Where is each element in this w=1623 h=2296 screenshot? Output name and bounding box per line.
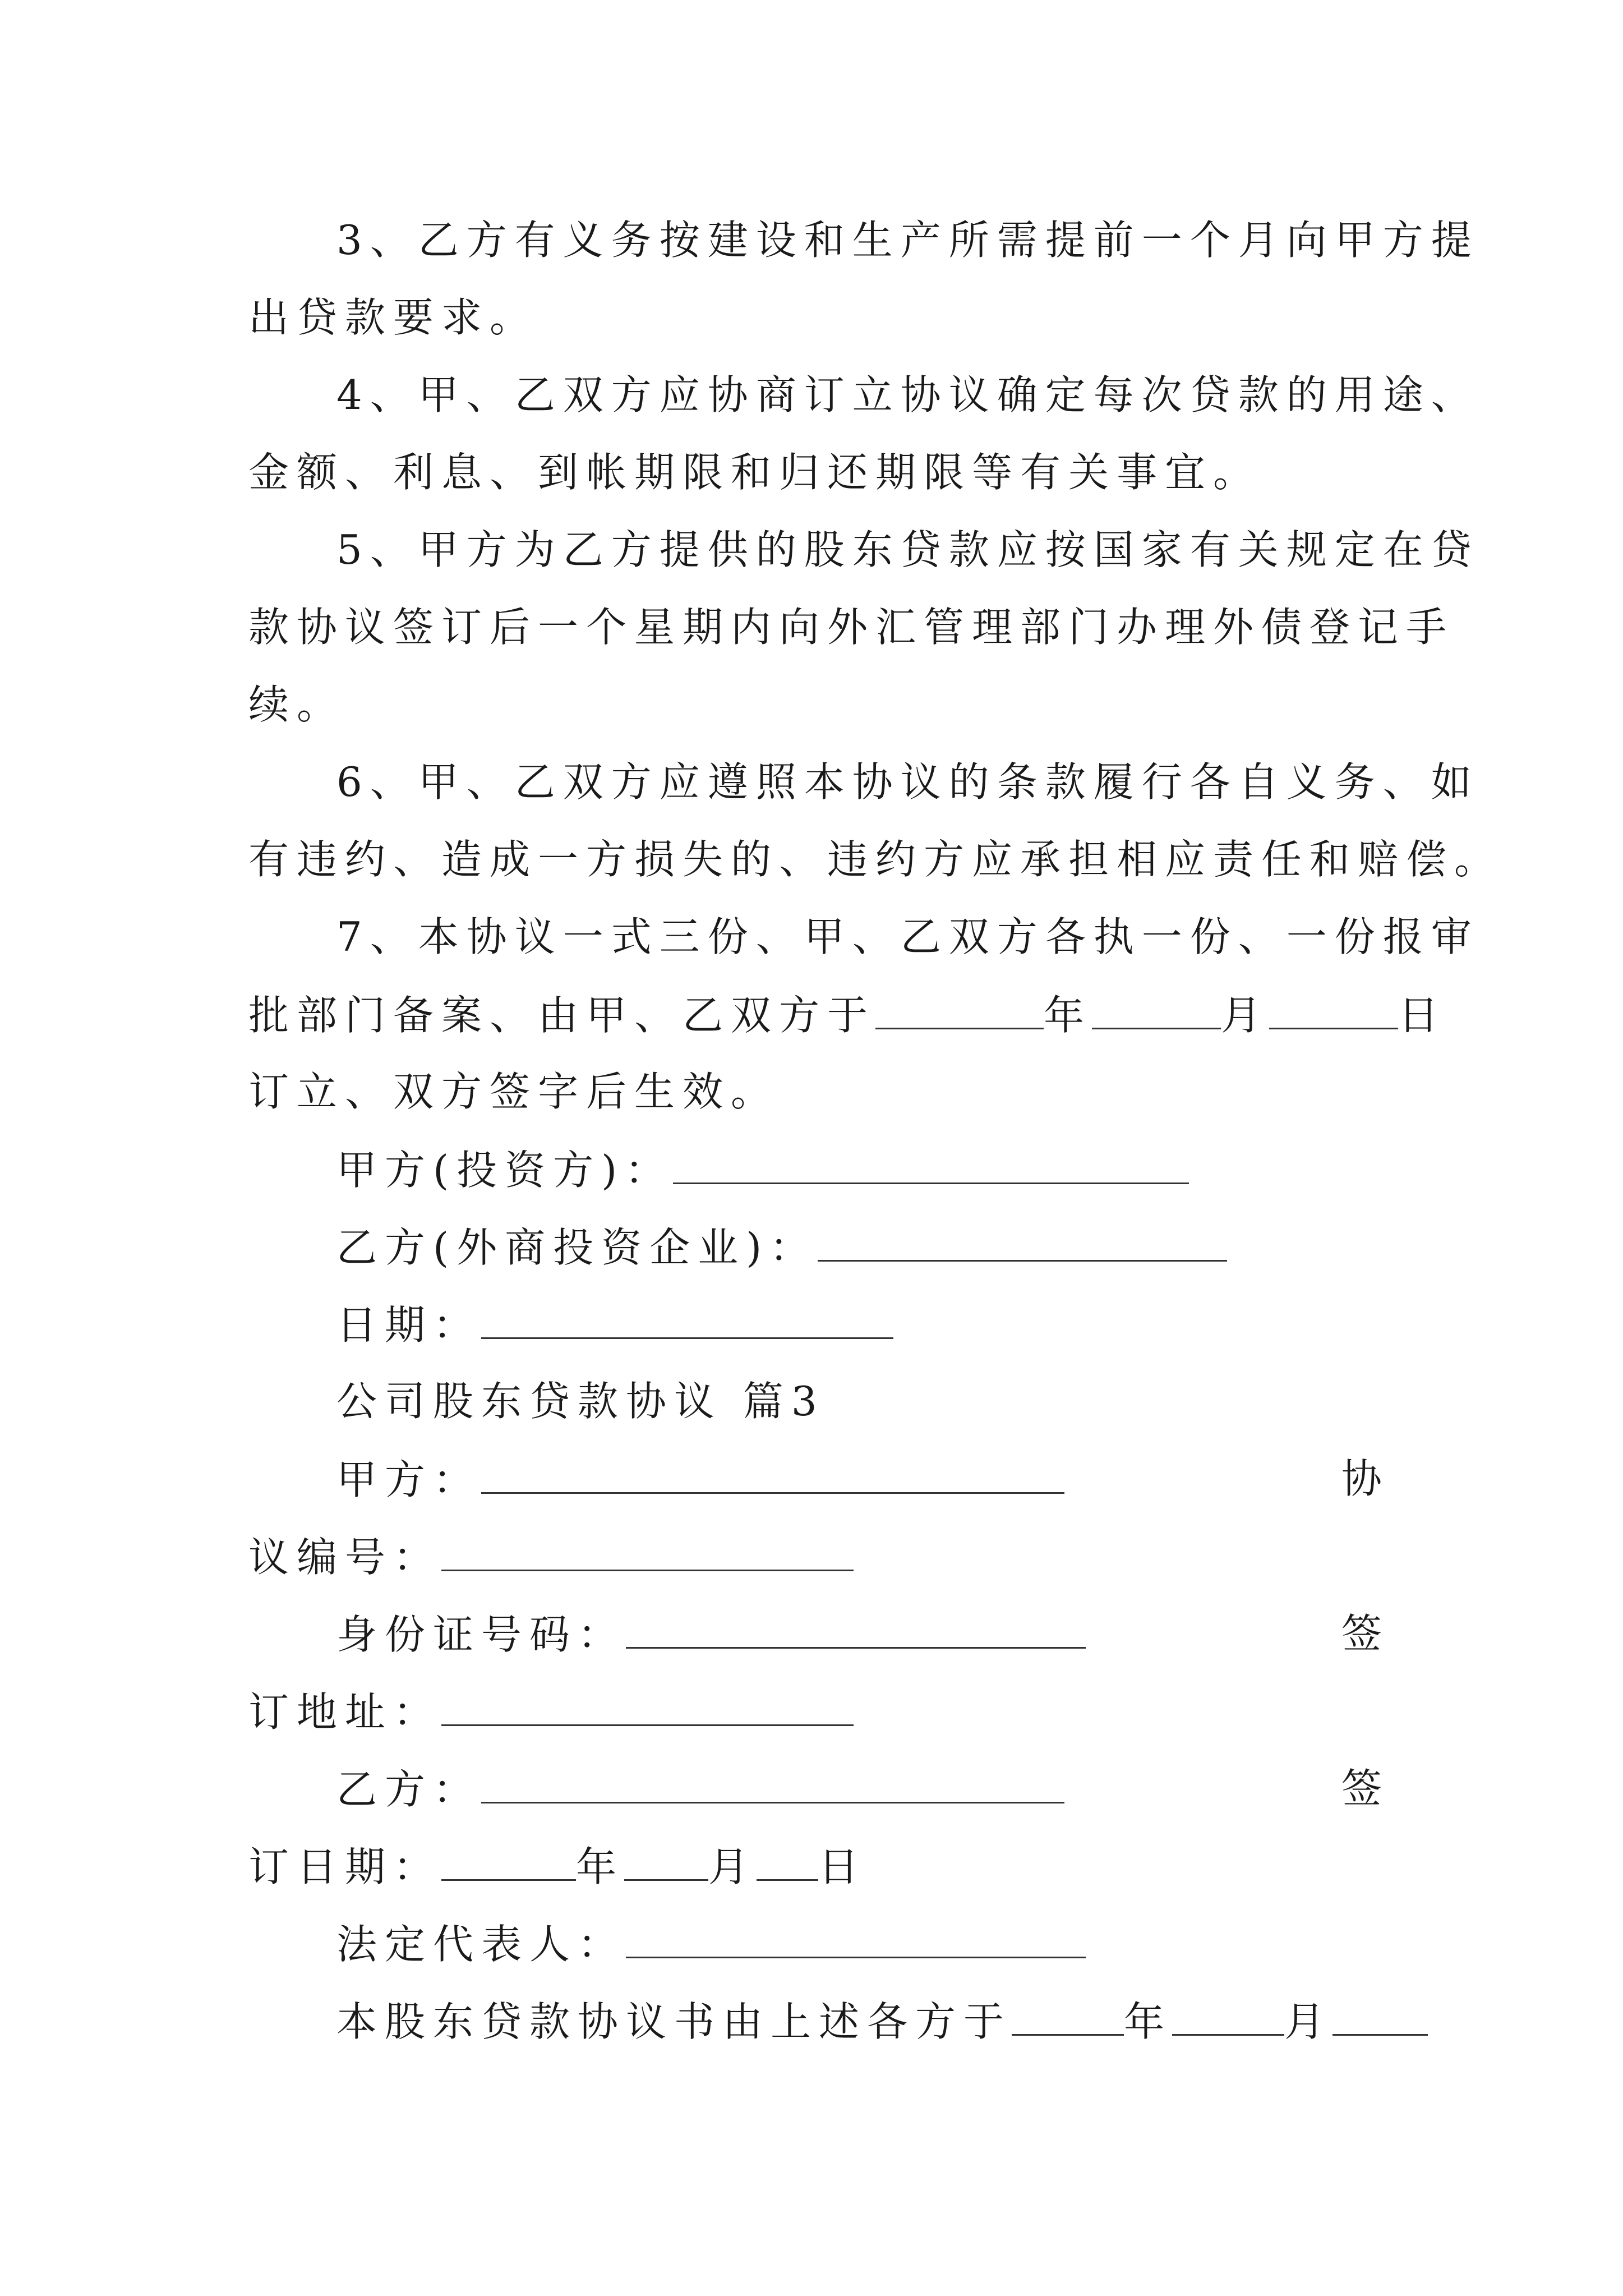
sign-day-blank[interactable]: [757, 1846, 818, 1881]
month-label: 月: [1221, 992, 1270, 1039]
clause-6-line-2: 有违约、造成一方损失的、违约方应承担相应责任和赔偿。: [248, 836, 1503, 883]
clause-3-line-2: 出贷款要求。: [248, 294, 538, 341]
year-label: 年: [1044, 992, 1092, 1039]
agreement-no-row: [248, 1534, 854, 1581]
id-number-row: [336, 1611, 1086, 1658]
sign-date-row: [248, 1843, 867, 1890]
party-a-blank[interactable]: [673, 1149, 1189, 1184]
month-blank[interactable]: [1092, 994, 1221, 1029]
closing-year-blank[interactable]: [1012, 2000, 1124, 2036]
clause-7-line-2: [248, 992, 1447, 1039]
sign-year-blank[interactable]: [441, 1846, 576, 1881]
legal-rep-blank[interactable]: [626, 1923, 1086, 1958]
id-number-label: 身份证号码：: [336, 1611, 626, 1658]
date-signature-row: [336, 1301, 893, 1349]
s3-party-a-row: [336, 1456, 1064, 1503]
s3-party-b-label: 乙方：: [336, 1766, 482, 1813]
sign-addr-char: 签: [1341, 1610, 1382, 1657]
clause-7-text: 批部门备案、由甲、乙双方于: [248, 992, 876, 1039]
sign-date-char: 签: [1341, 1765, 1382, 1812]
s3-party-b-row: [336, 1766, 1064, 1813]
sign-address-row: [248, 1688, 854, 1736]
year-blank[interactable]: [875, 994, 1044, 1029]
day-label: 日: [1398, 992, 1447, 1039]
agreement-no-char: 协: [1341, 1455, 1382, 1502]
s3-party-a-label: 甲方：: [336, 1456, 482, 1503]
party-a-signature-row: [336, 1147, 1189, 1194]
clause-7-line-1: 7、本协议一式三份、甲、乙双方各执一份、一份报审: [336, 913, 1479, 960]
closing-day-blank[interactable]: [1332, 2000, 1428, 2036]
sign-day-label: 日: [818, 1843, 867, 1890]
clause-3-line-1: 3、乙方有义务按建设和生产所需提前一个月向甲方提: [336, 217, 1479, 264]
party-b-signature-row: [336, 1224, 1227, 1271]
clause-5-line-3: 续。: [248, 681, 345, 728]
party-b-blank[interactable]: [818, 1226, 1227, 1262]
sign-date-label: 订日期：: [248, 1843, 442, 1890]
party-b-label: 乙方(外商投资企业)：: [336, 1224, 818, 1271]
closing-row: [336, 1998, 1428, 2045]
clause-4-line-1: 4、甲、乙双方应协商订立协议确定每次贷款的用途、: [336, 371, 1479, 418]
id-number-blank[interactable]: [626, 1613, 1086, 1649]
closing-text: 本股东贷款协议书由上述各方于: [336, 1998, 1012, 2045]
date-label: 日期：: [336, 1301, 482, 1349]
sign-month-blank[interactable]: [624, 1846, 708, 1881]
agreement-no-label: 议编号：: [248, 1534, 442, 1581]
section-3-title: 公司股东贷款协议 篇3: [336, 1378, 825, 1425]
clause-6-line-1: 6、甲、乙双方应遵照本协议的条款履行各自义务、如: [336, 758, 1479, 806]
party-a-label: 甲方(投资方)：: [336, 1147, 674, 1194]
closing-month-label: 月: [1284, 1998, 1333, 2045]
clause-5-line-1: 5、甲方为乙方提供的股东贷款应按国家有关规定在贷: [336, 526, 1479, 573]
s3-party-a-blank[interactable]: [481, 1458, 1064, 1494]
s3-party-b-blank[interactable]: [481, 1768, 1064, 1803]
clause-4-line-2: 金额、利息、到帐期限和归还期限等有关事宜。: [248, 449, 1262, 496]
day-blank[interactable]: [1269, 994, 1398, 1029]
closing-year-label: 年: [1124, 1998, 1173, 2045]
clause-7-line-3: 订立、双方签字后生效。: [248, 1068, 780, 1115]
sign-address-label: 订地址：: [248, 1688, 442, 1736]
date-blank[interactable]: [481, 1304, 893, 1339]
agreement-no-blank[interactable]: [441, 1536, 854, 1571]
sign-month-label: 月: [708, 1843, 757, 1890]
clause-5-line-2: 款协议签订后一个星期内向外汇管理部门办理外债登记手: [248, 604, 1455, 651]
closing-month-blank[interactable]: [1172, 2000, 1284, 2036]
legal-rep-row: [336, 1921, 1086, 1968]
sign-address-blank[interactable]: [441, 1691, 854, 1726]
sign-year-label: 年: [576, 1843, 625, 1890]
legal-rep-label: 法定代表人：: [336, 1921, 626, 1968]
